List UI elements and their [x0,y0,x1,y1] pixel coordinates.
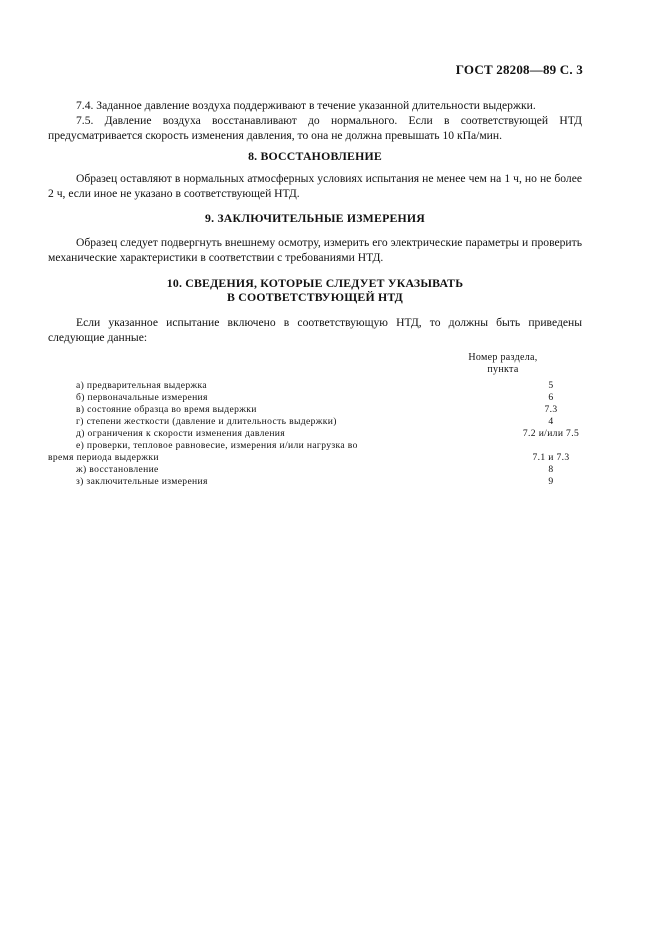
list-item [48,476,582,488]
list-item [48,392,582,404]
list-item-ref: 7.1 и 7.3 [532,452,570,463]
section-10-title [48,276,582,304]
list-item-label: а) предварительная выдержка [76,380,207,391]
list-item-ref: 7.3 [544,404,558,415]
section-8-text [48,171,582,201]
paragraph-7-5: 7.5. Давление воздуха восстанавливают до нормального. Если в соответствующей НТД предусматривается скорость изменения давления, то она не должна превышать 10 кПа/мин. [48,114,582,142]
paragraph-7-4: 7.4. Заданное давление воздуха поддерживают в течение указанной длительности выдержки. [76,99,536,112]
list-item-label: б) первоначальные измерения [76,392,208,403]
list-item-ref: 6 [548,392,554,403]
list-item-ref: 7.2 и/или 7.5 [522,428,580,439]
paragraph-8: Образец оставляют в нормальных атмосферных условиях испытания не менее чем на 1 ч, но не более 2 ч, если иное не указано в соответствующей НТД. [48,172,582,200]
section-10-text [48,315,582,345]
section-10-title-line-2: В СООТВЕТСТВУЮЩЕЙ НТД [227,290,403,304]
list-item-ref: 5 [548,380,554,391]
section-9-text [48,235,582,265]
section-8-title: 8. ВОССТАНОВЛЕНИЕ [248,149,382,163]
list-item-label [48,440,358,464]
list-item [48,440,582,464]
paragraph-9: Образец следует подвергнуть внешнему осмотру, измерить его электрические параметры и проверить механические характеристики в соответствии с требованиями НТД. [48,236,582,264]
list-item [48,464,582,476]
list-item-ref: 9 [548,476,554,487]
list-item [48,428,582,440]
list-item-label: в) состояние образца во время выдержки [76,404,257,415]
list-item-ref: 8 [548,464,554,475]
list-item-label: ж) восстановление [76,464,159,475]
document-reference-header: ГОСТ 28208—89 С. 3 [455,62,583,77]
list-item-label: з) заключительные измерения [76,476,208,487]
list-item-label-line-2: время периода выдержки [48,452,159,463]
column-header-line-1: Номер раздела, [468,352,538,363]
list-item [48,416,582,428]
section-7-text [48,98,582,143]
paragraph-10: Если указанное испытание включено в соответствующую НТД, то должны быть приведены следующие данные: [48,316,582,344]
list-item-label-line-1: е) проверки, тепловое равновесие, измерения и/или нагрузка во [76,440,358,451]
section-10-title-line-1: 10. СВЕДЕНИЯ, КОТОРЫЕ СЛЕДУЕТ УКАЗЫВАТЬ [166,276,464,290]
list-item-ref: 4 [548,416,554,427]
required-data-list [48,380,582,488]
list-item [48,404,582,416]
list-item-label: г) степени жесткости (давление и длительность выдержки) [76,416,337,427]
list-item-label: д) ограничения к скорости изменения давления [76,428,286,439]
list-item [48,380,582,392]
column-header-line-2: пункта [487,364,519,375]
section-9-title: 9. ЗАКЛЮЧИТЕЛЬНЫЕ ИЗМЕРЕНИЯ [204,211,426,225]
column-header-section-number [455,352,551,376]
